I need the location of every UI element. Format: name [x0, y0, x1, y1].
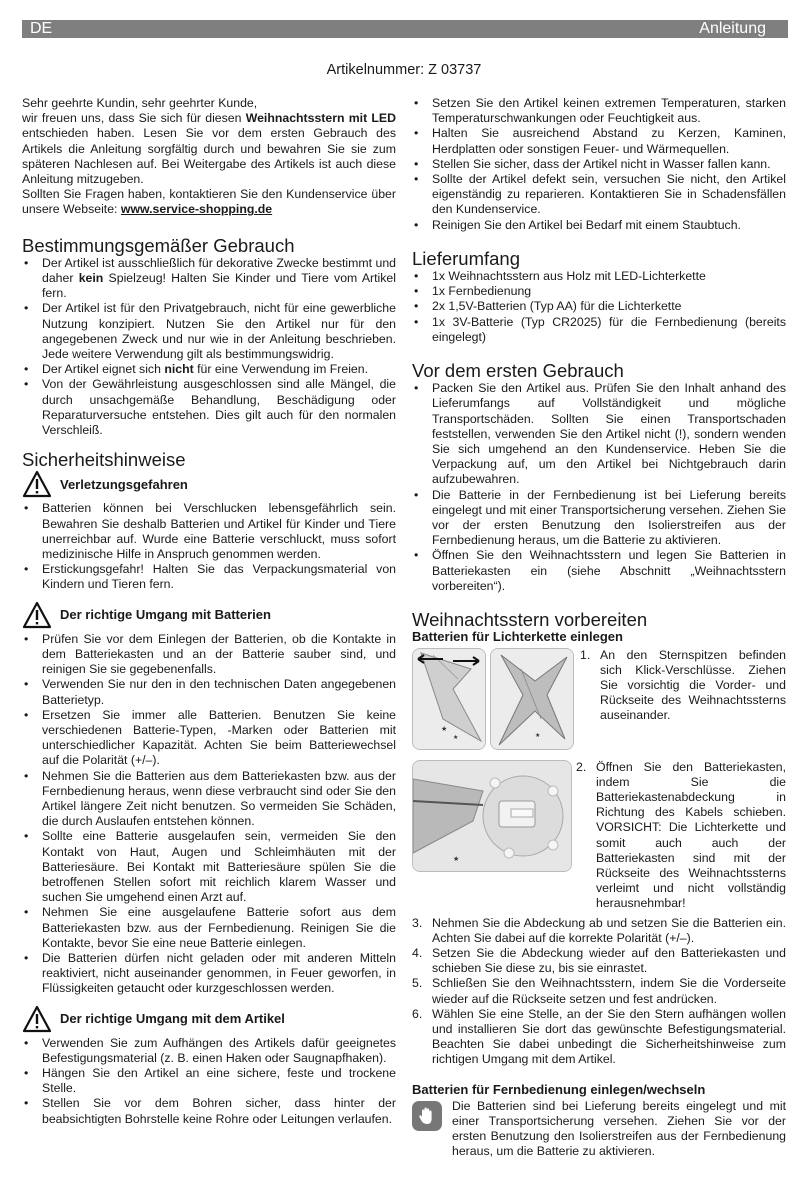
article-warning-title: Der richtige Umgang mit dem Artikel: [60, 1010, 285, 1026]
remote-battery-row: [412, 1099, 786, 1160]
battery-box-image: [412, 760, 572, 872]
article-number: Artikelnummer: Z 03737: [326, 62, 482, 78]
list-item: • Batterien können bei Verschlucken lebensgefährlich sein. Bewahren Sie deshalb Batterien und Artikel für Kinder und Tiere unerreichbar auf. Wurde eine Batterie verschluckt, muss sofort medizinische Hilfe in Anspruch genommen werden.: [22, 501, 396, 562]
list-item: • Sollte eine Batterie ausgelaufen sein, vermeiden Sie den Kontakt von Haut, Augen und Schleimhäuten mit der Batteriesäure. Bei Kontakt mit Batteriesäure spülen Sie die betroffenen Stellen sofort mit reichlich klarem Wasser und suchen Sie umgehend einen Arzt auf.: [22, 829, 396, 905]
list-item: • 1x Fernbedienung: [412, 284, 786, 299]
list-item: • Verwenden Sie nur den in den technischen Daten angegebenen Batterietyp.: [22, 677, 396, 707]
article-list-part2: [412, 96, 786, 233]
battery-list: [22, 632, 396, 997]
step-item: 6. Wählen Sie eine Stelle, an der Sie den Stern aufhängen wollen und installieren Sie dort das gewünschte Befestigungsmaterial. Beachten Sie dabei unbedingt die Sicherheitshinweise zum richtigen Umgang mit dem Artikel.: [412, 1006, 786, 1067]
star-open-image: [490, 648, 574, 750]
svg-text:★: ★: [535, 732, 541, 739]
list-item: • Der Artikel ist für den Privatgebrauch, nicht für eine gewerbliche Nutzung konzipiert. Nutzen Sie den Artikel nur für den angegebenen Zweck und nur wie in der Anleitung beschrieben. Jede weitere Verwendung gilt als bestimmungswidrig.: [22, 301, 396, 362]
step-2-list: [576, 760, 786, 912]
list-item: • 2x 1,5V-Batterien (Typ AA) für die Lichterkette: [412, 299, 786, 314]
svg-text:★: ★: [453, 855, 460, 863]
svg-text:★: ★: [453, 734, 459, 741]
right-column: [412, 96, 786, 1160]
safety-heading: Sicherheitshinweise: [22, 449, 186, 471]
first-use-heading: Vor dem ersten Gebrauch: [412, 360, 624, 382]
injury-warning-header: [22, 469, 396, 499]
star-front-image: [412, 648, 486, 750]
list-item: • Der Artikel eignet sich nicht für eine Verwendung im Freien.: [22, 362, 396, 377]
list-item: • 1x Weihnachtsstern aus Holz mit LED-Lichterkette: [412, 269, 786, 284]
list-item: • Setzen Sie den Artikel keinen extremen Temperaturen, starken Temperaturschwankungen oder Feuchtigkeit aus.: [412, 96, 786, 126]
step-1-row: [412, 648, 786, 750]
doc-type-label: Anleitung: [699, 20, 766, 37]
language-label: DE: [30, 20, 53, 37]
list-item: • Stellen Sie sicher, dass der Artikel nicht in Wasser fallen kann.: [412, 157, 786, 172]
product-name: Weihnachtsstern mit LED: [245, 111, 396, 126]
article-list-part1: [22, 1036, 396, 1127]
greeting: Sehr geehrte Kundin, sehr geehrter Kunde,: [22, 96, 258, 110]
list-item: • Öffnen Sie den Weihnachtsstern und legen Sie Batterien in Batteriekasten ein (siehe Abschnitt „Weihnachtsstern vorbereiten“).: [412, 548, 786, 594]
step-1-list: [580, 648, 786, 724]
step-item: 3. Nehmen Sie die Abdeckung ab und setzen Sie die Batterien ein. Achten Sie dabei auf die korrekte Polarität (+/–).: [412, 915, 786, 945]
delivery-list: [412, 269, 786, 345]
list-item: • Nehmen Sie eine ausgelaufene Batterie sofort aus dem Batteriekasten bzw. aus der Fernbedienung. Reinigen Sie die Kontakte, bevor Sie eine neue Batterie einlegen.: [22, 905, 396, 951]
list-item: • Prüfen Sie vor dem Einlegen der Batterien, ob die Kontakte in dem Batteriekasten und an der Batterie sauber sind, und reinigen Sie sie gegebenenfalls.: [22, 632, 396, 678]
step-item: 5. Schließen Sie den Weihnachtsstern, indem Sie die Vorderseite wieder auf die Rückseite setzen und fest andrücken.: [412, 976, 786, 1006]
contact-paragraph: Sollten Sie Fragen haben, kontaktieren Sie den Kundenservice über unsere Webseite: www.service-shopping.de: [22, 187, 396, 217]
step-item: 1. An den Sternspitzen befinden sich Klick-Verschlüsse. Ziehen Sie vorsichtig die Vorder- und Rückseite des Weihnachtssterns auseinander.: [580, 647, 786, 723]
list-item: • Verwenden Sie zum Aufhängen des Artikels dafür geeignetes Befestigungsmaterial (z. B. einen Haken oder Saugnapfhaken).: [22, 1036, 396, 1066]
lights-battery-subheading: Batterien für Lichterkette einlegen: [412, 629, 623, 645]
steps-list: [412, 916, 786, 1068]
article-warning-header: [22, 1004, 396, 1034]
remote-battery-subheading: Batterien für Fernbedienung einlegen/wechseln: [412, 1081, 706, 1097]
warning-triangle-icon: [22, 470, 52, 498]
list-item: • Halten Sie ausreichend Abstand zu Kerzen, Kaminen, Herdplatten oder sonstigen Feuer- und Wärmequellen.: [412, 126, 786, 156]
list-item: • Erstickungsgefahr! Halten Sie das Verpackungsmaterial von Kindern und Tieren fern.: [22, 562, 396, 592]
battery-warning-header: [22, 600, 396, 630]
step-item: 2. Öffnen Sie den Batteriekasten, indem Sie die Batteriekastenabdeckung in Richtung des Kabels schieben. VORSICHT: Die Lichterkette und somit auch auch der Batteriekasten sind mit der Rückseite des Weihnachtssterns verleimt und nicht vollständig herausnehmbar!: [576, 759, 786, 911]
list-item: • Die Batterie in der Fernbedienung ist bei Lieferung bereits eingelegt und mit einer Transportsicherung versehen. Ziehen Sie vor der ersten Benutzung den Isolierstreifen aus der Fernbedienung heraus, um die Batterie zu aktivieren.: [412, 488, 786, 549]
list-item: • Reinigen Sie den Artikel bei Bedarf mit einem Staubtuch.: [412, 218, 786, 233]
intended-use-list: [22, 256, 396, 438]
list-item: • Stellen Sie vor dem Bohren sicher, dass hinter der beabsichtigten Bohrstelle keine Rohre oder Leitungen verlaufen.: [22, 1096, 396, 1126]
list-item: • Packen Sie den Artikel aus. Prüfen Sie den Inhalt anhand des Lieferumfangs auf Vollständigkeit und mögliche Transportschäden. Sollten Sie einen Transportschaden feststellen, verwenden Sie den Artikel nicht (!), sondern wenden Sie sich umgehend an den Kundenservice. Heben Sie die Verpackung auf, um den Artikel bei Nichtgebrauch darin aufzubewahren.: [412, 381, 786, 487]
list-item: • 1x 3V-Batterie (Typ CR2025) für die Fernbedienung (bereits eingelegt): [412, 315, 786, 345]
delivery-heading: Lieferumfang: [412, 247, 520, 269]
website-link[interactable]: www.service-shopping.de: [120, 202, 273, 217]
list-item: • Nehmen Sie die Batterien aus dem Batteriekasten bzw. aus der Fernbedienung heraus, wenn diese verbraucht sind oder Sie den Artikel längere Zeit nicht benutzen. So vermeiden Sie Schäden, die durch Auslaufen entstehen können.: [22, 769, 396, 830]
list-item: • Von der Gewährleistung ausgeschlossen sind alle Mängel, die durch unsachgemäße Behandlung, Beschädigung oder Reparaturversuche entstehen. Dies gilt auch für den normalen Verschleiß.: [22, 377, 396, 438]
hand-icon: [412, 1101, 442, 1131]
injury-list: [22, 501, 396, 592]
first-use-list: [412, 381, 786, 594]
injury-warning-title: Verletzungsgefahren: [60, 476, 188, 492]
intended-use-heading: Bestimmungsgemäßer Gebrauch: [22, 234, 295, 256]
list-item: • Ersetzen Sie immer alle Batterien. Benutzen Sie keine verschiedenen Batterie-Typen, -Marken oder Batterien mit unterschiedlicher Kapazität. Achten Sie beim Batteriewechsel auf die Polarität (+/–).: [22, 708, 396, 769]
battery-warning-title: Der richtige Umgang mit Batterien: [60, 607, 271, 623]
left-column: [22, 96, 396, 1127]
step-item: 4. Setzen Sie die Abdeckung wieder auf den Batteriekasten und schieben Sie diese zu, bis sie einrastet.: [412, 945, 786, 976]
list-item: • Die Batterien dürfen nicht geladen oder mit anderen Mitteln reaktiviert, nicht auseinander genommen, in Feuer geworfen, in Flüssigkeiten getaucht oder kurzgeschlossen werden.: [22, 951, 396, 997]
list-item: • Der Artikel ist ausschließlich für dekorative Zwecke bestimmt und daher kein Spielzeug! Halten Sie Kinder und Tiere vom Artikel fern.: [22, 256, 396, 302]
list-item: • Hängen Sie den Artikel an eine sichere, feste und trockene Stelle.: [22, 1066, 396, 1096]
step-1-images: [412, 648, 574, 750]
prepare-heading: Weihnachtsstern vorbereiten: [412, 609, 648, 631]
remote-battery-text: Die Batterien sind bei Lieferung bereits eingelegt und mit einer Transportsicherung versehen. Ziehen Sie vor der ersten Benutzung den Isolierstreifen aus der Fernbedienung heraus, um die Batterie zu aktivieren.: [452, 1098, 786, 1159]
warning-triangle-icon: [22, 601, 52, 629]
step-2-row: [412, 760, 786, 912]
header-bar: [22, 20, 788, 38]
svg-text:★: ★: [441, 725, 448, 733]
list-item: • Sollte der Artikel defekt sein, versuchen Sie nicht, den Artikel eigenständig zu reparieren. Kontaktieren Sie in Schadensfällen den Kundenservice.: [412, 172, 786, 218]
warning-triangle-icon: [22, 1005, 52, 1033]
intro-paragraph: wir freuen uns, dass Sie sich für diesen Weihnachtsstern mit LED entschieden haben. Lesen Sie vor dem ersten Gebrauch des Artikels die Anleitung sorgfältig durch und bewahren Sie sie zum späteren Nachlesen auf. Bei Weitergabe des Artikels ist auch diese Anleitung mitzugeben.: [22, 111, 396, 187]
